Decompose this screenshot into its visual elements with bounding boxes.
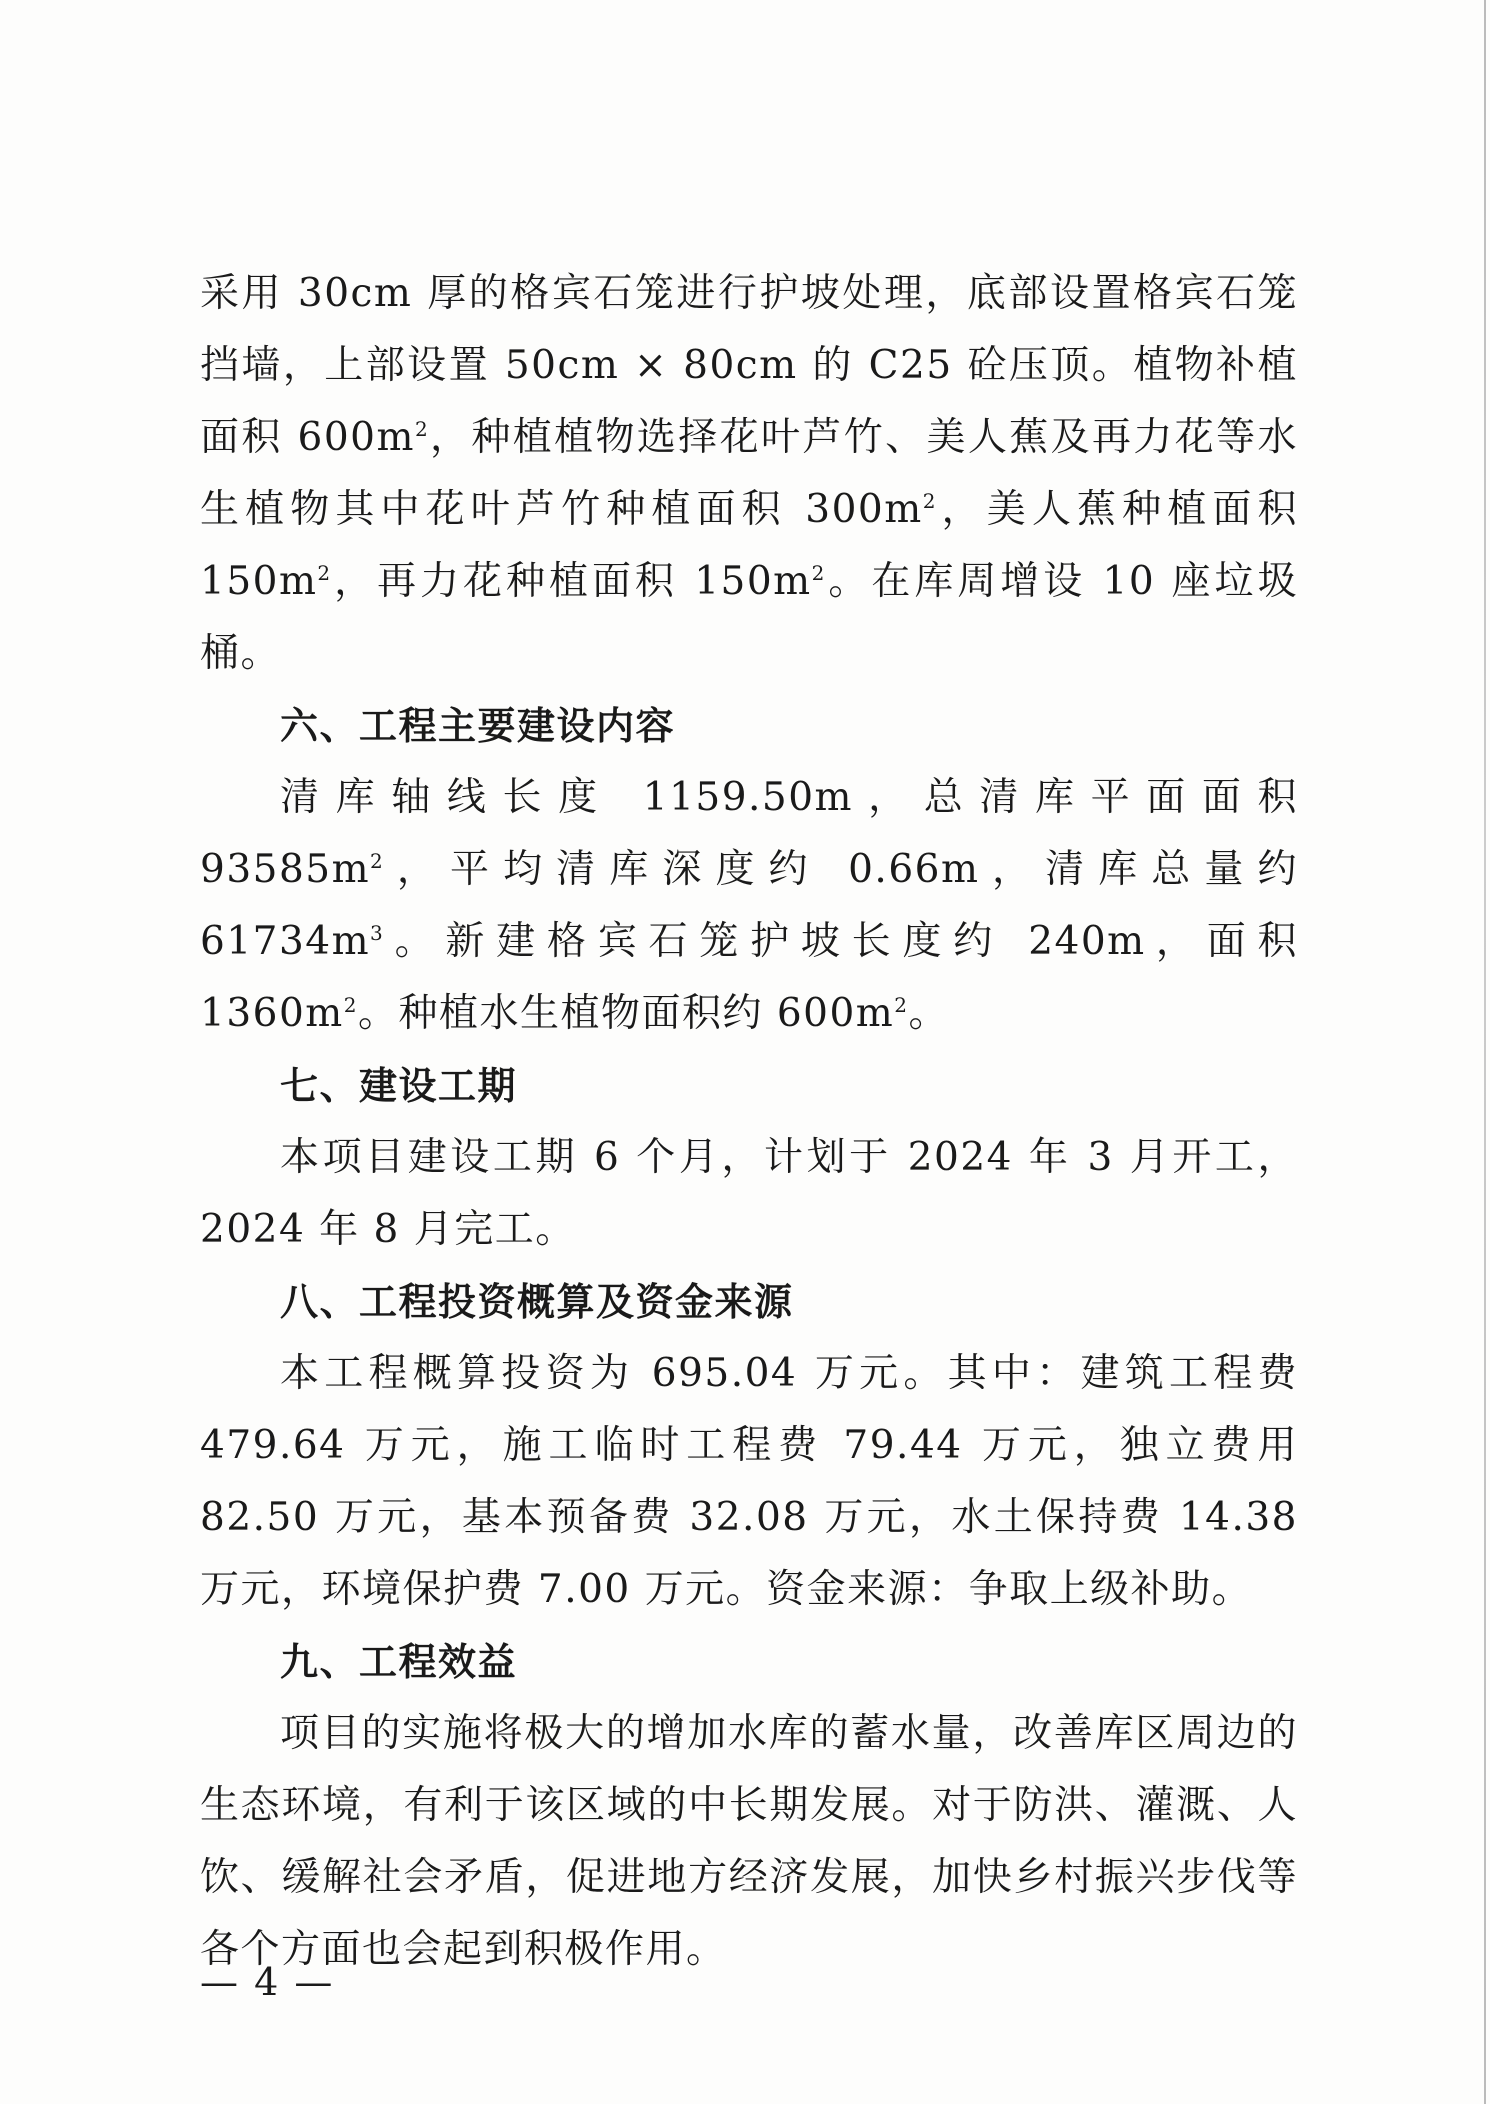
section-6-text-5: 。 xyxy=(908,991,950,1036)
intro-text-4: ，再力花种植面积 150m xyxy=(331,559,812,604)
superscript-2: 2 xyxy=(922,489,937,513)
intro-text-3: ，美人蕉种植面积 150m xyxy=(200,487,1298,604)
superscript-2: 2 xyxy=(343,993,358,1017)
superscript-2: 2 xyxy=(894,993,909,1017)
scan-edge-line xyxy=(1484,0,1486,2104)
section-9-heading: 九、工程效益 xyxy=(280,1640,518,1684)
superscript-2: 2 xyxy=(811,561,826,585)
section-6-heading: 六、工程主要建设内容 xyxy=(280,704,676,748)
section-6-text-1: 清库轴线长度 1159.50m，总清库平面面积 93585m xyxy=(200,775,1298,892)
section-6-text-4: 。种植水生植物面积约 600m xyxy=(357,991,895,1036)
superscript-2: 2 xyxy=(317,561,332,585)
intro-text-5: 。在库周增设 10 座垃圾桶。 xyxy=(200,559,1298,676)
page-number: — 4 — xyxy=(200,1960,335,2004)
intro-text-2: ，种植植物选择花叶芦竹、美人蕉及再力花等水生植物其中花叶芦竹种植面积 300m xyxy=(200,415,1298,532)
section-6-paragraph xyxy=(200,762,1298,1050)
superscript-2: 2 xyxy=(414,417,430,441)
section-7-paragraph: 本项目建设工期 6 个月，计划于 2024 年 3 月开工，2024 年 8 月完工。 xyxy=(200,1135,1298,1252)
section-7-heading: 七、建设工期 xyxy=(280,1064,518,1108)
intro-text-1: 采用 30cm 厚的格宾石笼进行护坡处理，底部设置格宾石笼挡墙，上部设置 50cm × 80cm 的 C25 砼压顶。植物补植面积 600m xyxy=(200,271,1298,460)
document-body xyxy=(200,258,1298,1986)
section-6-text-2: ，平均清库深度约 0.66m，清库总量约 61734m xyxy=(200,847,1298,964)
section-8-paragraph: 本工程概算投资为 695.04 万元。其中：建筑工程费 479.64 万元，施工临时工程费 79.44 万元，独立费用 82.50 万元，基本预备费 32.08 万元，水土保持费 14.38 万元，环境保护费 7.00 万元。资金来源：争取上级补助。 xyxy=(200,1351,1298,1612)
section-8-heading: 八、工程投资概算及资金来源 xyxy=(280,1280,794,1324)
superscript-2: 2 xyxy=(370,849,385,873)
section-9-paragraph: 项目的实施将极大的增加水库的蓄水量，改善库区周边的生态环境，有利于该区域的中长期发展。对于防洪、灌溉、人饮、缓解社会矛盾，促进地方经济发展，加快乡村振兴步伐等各个方面也会起到积极作用。 xyxy=(200,1711,1298,1972)
superscript-3: 3 xyxy=(370,921,385,945)
intro-paragraph xyxy=(200,258,1298,690)
section-6-text-3: 。新建格宾石笼护坡长度约 240m，面积 1360m xyxy=(200,919,1298,1036)
